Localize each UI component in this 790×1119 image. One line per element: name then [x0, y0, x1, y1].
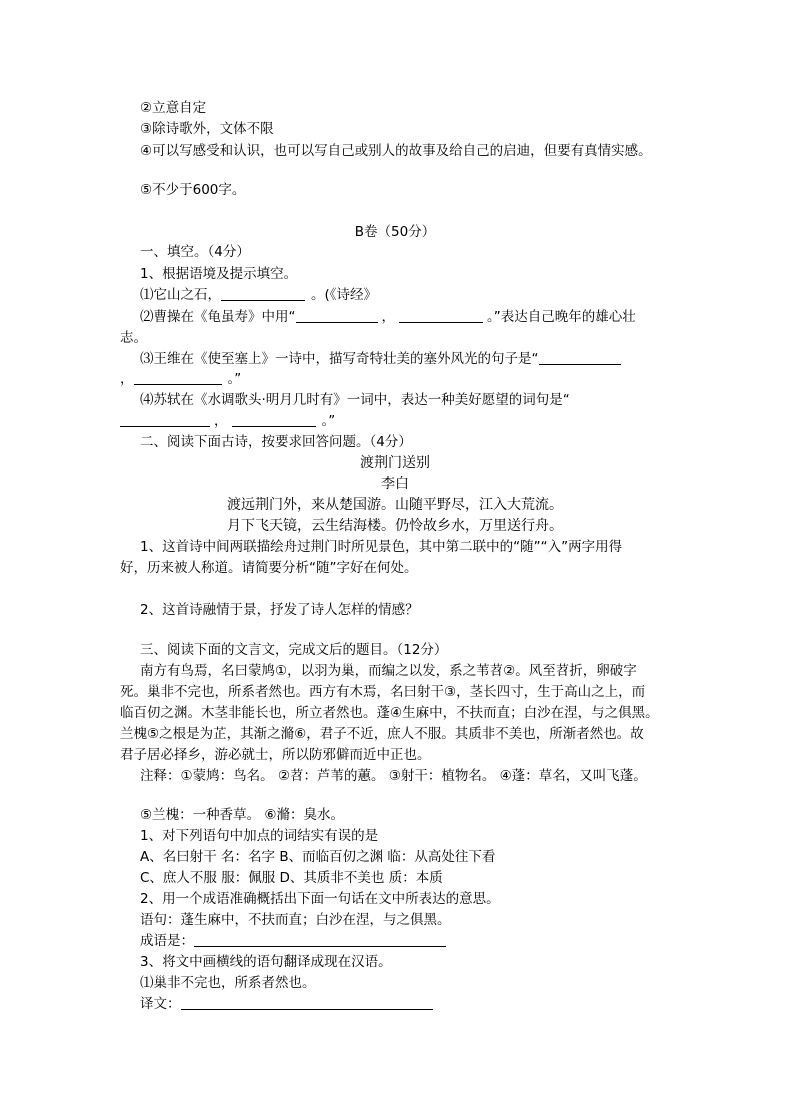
fill-item-4-text-c: 。” — [321, 413, 336, 429]
fill-item-3-text-b: ， — [120, 371, 134, 387]
fill-blank[interactable] — [134, 370, 222, 385]
passage-line-2: 死。巢非不完也，所系者然也。西方有木焉，名曰射干③，茎长四寸，生于高山之上，而 — [120, 684, 646, 700]
poem-title: 渡荆门送别 — [360, 455, 430, 471]
part2-heading: 二、阅读下面古诗，按要求回答问题。（4分） — [140, 434, 412, 450]
fill-item-2-text-b: ， — [381, 309, 395, 325]
passage-line-3: 临百仞之渊。木茎非能长也，所立者然也。蓬④生麻中，不扶而直；白沙在涅，与之俱黑。 — [120, 705, 659, 721]
requirement-2: ②立意自定 — [140, 100, 207, 116]
section-b-title: B卷（50分） — [354, 224, 436, 240]
translation-answer-line — [140, 994, 433, 1014]
idiom-answer-label: 成语是： — [140, 933, 194, 949]
fill-item-2-text-a: ⑵曹操在《龟虽寿》中用“ — [140, 309, 296, 325]
notes-line-1: 注释：①蒙鸠：鸟名。 ②苕：芦苇的蕙。 ③射干：植物名。 ④蓬：草名，又叫飞蓬。 — [140, 768, 647, 784]
poem-line-1: 渡远荆门外，来从楚国游。山随平野尽，江入大荒流。 — [227, 497, 563, 513]
translation-item-1: ⑴巢非不完也，所系者然也。 — [140, 975, 316, 991]
fill-item-1-text-b: 。(《诗经》 — [311, 287, 378, 303]
answer-blank[interactable] — [194, 932, 446, 947]
poem-author: 李白 — [381, 476, 409, 492]
fill-item-4-text-a: ⑷苏轼在《水调歌头·明月几时有》一词中，表达一种美好愿望的词句是“ — [140, 392, 570, 408]
passage-line-5: 君子居必择乡，游必就士，所以防邪僻而近中正也。 — [120, 747, 431, 763]
requirement-4: ④可以写感受和认识，也可以写自己或别人的故事及给自己的启迪，但要有真情实感。 — [140, 143, 652, 159]
fill-blank[interactable] — [296, 308, 378, 323]
fill-item-3-text-a: ⑶王维在《使至塞上》一诗中，描写奇特壮美的塞外风光的句子是“ — [140, 351, 539, 367]
poem-line-2: 月下飞天镜，云生结海楼。仍怜故乡水，万里送行舟。 — [227, 518, 563, 534]
fill-item-4-continued — [120, 411, 335, 431]
fill-item-4-text-b: ， — [214, 413, 228, 429]
fill-item-2 — [140, 307, 636, 327]
fill-item-1 — [140, 285, 377, 305]
requirement-3: ③除诗歌外，文体不限 — [140, 121, 274, 137]
notes-line-2: ⑤兰槐：一种香草。 ⑥滫：臭水。 — [140, 807, 344, 823]
part3-heading: 三、阅读下面的文言文，完成文后的题目。（12分） — [140, 642, 448, 658]
passage-line-4: 兰槐⑤之根是为芷，其渐之滫⑥，君子不近，庶人不服。其质非不美也，所渐者然也。故 — [120, 726, 644, 742]
fill-blank[interactable] — [120, 412, 210, 427]
fill-item-3 — [140, 349, 621, 369]
fill-item-4 — [140, 390, 570, 410]
fill-blank[interactable] — [232, 412, 316, 427]
part3-question-2: 2、用一个成语准确概括出下面一句话在文中所表达的意思。 — [140, 891, 500, 907]
fill-blank[interactable] — [399, 308, 483, 323]
fill-blank[interactable] — [539, 350, 621, 365]
fill-item-2-continued: 志。 — [120, 330, 147, 346]
part3-question-1: 1、对下列语句中加点的词结实有误的是 — [140, 828, 379, 844]
part2-question-1: 1、这首诗中间两联描绘舟过荆门时所见景色，其中第二联中的“随”“入”两字用得 — [140, 539, 623, 555]
question-2-sentence: 语句：蓬生麻中，不扶而直；白沙在涅，与之俱黑。 — [140, 912, 451, 928]
part1-question-1: 1、根据语境及提示填空。 — [140, 266, 298, 282]
part3-question-3: 3、将文中画横线的语句翻译成现在汉语。 — [140, 954, 392, 970]
fill-item-3-continued — [120, 369, 241, 389]
part1-heading: 一、填空。（4分） — [140, 244, 250, 260]
fill-item-1-text-a: ⑴它山之石， — [140, 287, 221, 303]
part2-question-2: 2、这首诗融情于景，抒发了诗人怎样的情感？ — [140, 602, 419, 618]
fill-blank[interactable] — [221, 286, 305, 301]
requirement-5: ⑤不少于600字。 — [140, 182, 246, 198]
part2-question-1-continued: 好，历来被人称道。请简要分析“随”字好在何处。 — [120, 560, 418, 576]
passage-line-1: 南方有鸟焉，名曰蒙鸠①，以羽为巢，而编之以发，系之苇苕②。风至苕折，卵破字 — [140, 663, 637, 679]
option-c-d: C、庶人不服 服：佩服 D、其质非不美也 质：本质 — [140, 870, 443, 886]
answer-blank[interactable] — [181, 995, 433, 1010]
idiom-answer-line — [140, 931, 446, 951]
translation-answer-label: 译文： — [140, 996, 181, 1012]
fill-item-3-text-c: 。” — [227, 371, 242, 387]
fill-item-2-text-c: 。”表达自己晚年的雄心壮 — [487, 309, 636, 325]
option-a-b: A、名曰射干 名：名字 B、而临百仞之渊 临：从高处往下看 — [140, 849, 496, 865]
